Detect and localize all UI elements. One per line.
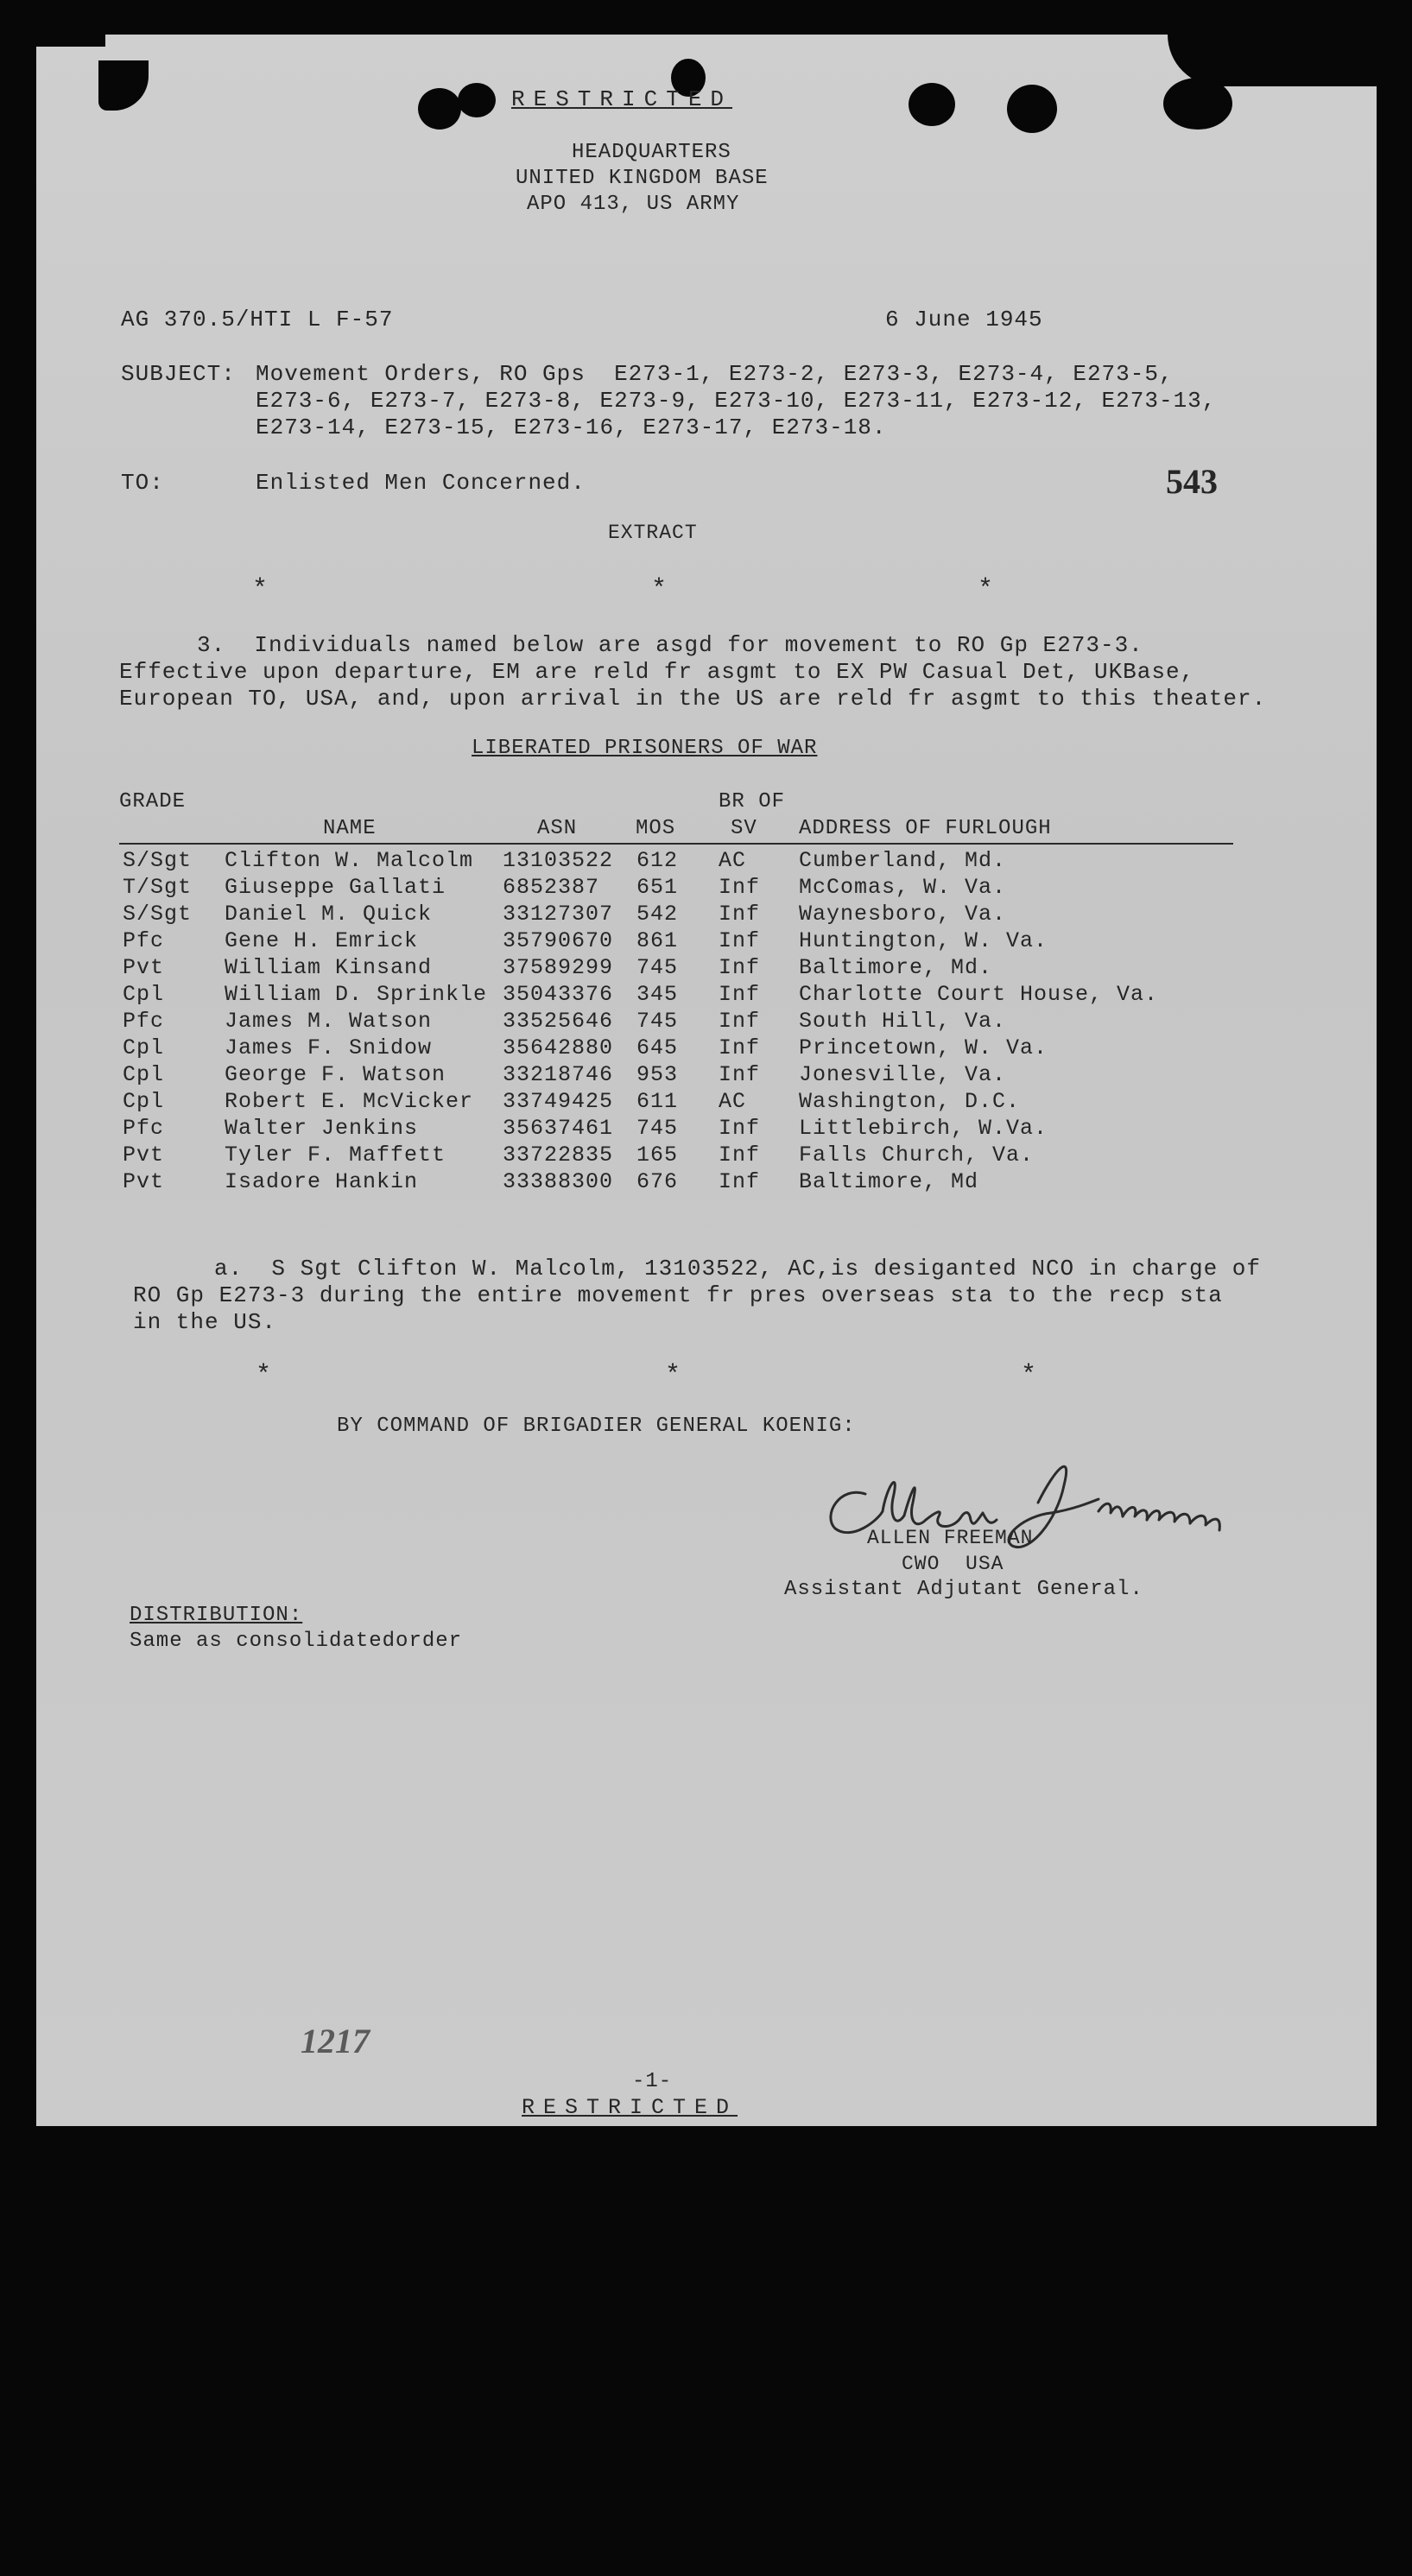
cell-grade: Pvt xyxy=(123,1169,165,1194)
cell-branch: AC xyxy=(719,1089,747,1114)
cell-branch: Inf xyxy=(719,1142,761,1168)
punch-hole xyxy=(909,83,955,126)
subject-line: E273-14, E273-15, E273-16, E273-17, E273-18. xyxy=(256,415,887,440)
cell-mos: 345 xyxy=(636,982,679,1007)
cell-branch: Inf xyxy=(719,875,761,900)
separator-star: * xyxy=(256,1361,272,1390)
subject-line: Movement Orders, RO Gps E273-1, E273-2, E273-3, E273-4, E273-5, xyxy=(256,361,1174,387)
extract-label: EXTRACT xyxy=(608,522,698,544)
distribution-label: DISTRIBUTION: xyxy=(130,1604,303,1627)
header-asn: ASN xyxy=(537,817,578,840)
cell-address: Princetown, W. Va. xyxy=(799,1035,1048,1060)
cell-branch: Inf xyxy=(719,1169,761,1194)
cell-name: George F. Watson xyxy=(225,1062,446,1087)
document-date: 6 June 1945 xyxy=(885,307,1043,332)
cell-branch: Inf xyxy=(719,1062,761,1087)
cell-asn: 6852387 xyxy=(503,875,600,900)
roster-row xyxy=(36,1089,1377,1116)
cell-asn: 33525646 xyxy=(503,1009,614,1034)
cell-mos: 542 xyxy=(636,902,679,927)
cell-mos: 953 xyxy=(636,1062,679,1087)
cell-address: Washington, D.C. xyxy=(799,1089,1021,1114)
cell-asn: 35043376 xyxy=(503,982,614,1007)
cell-asn: 33722835 xyxy=(503,1142,614,1168)
cell-mos: 676 xyxy=(636,1169,679,1194)
classification-header: RESTRICTED xyxy=(511,86,733,112)
roster-row xyxy=(36,848,1377,875)
document-page xyxy=(36,35,1377,2126)
to-value: Enlisted Men Concerned. xyxy=(256,470,586,496)
subparagraph-a-line: a. S Sgt Clifton W. Malcolm, 13103522, AC,is desiganted NCO in charge of xyxy=(214,1256,1261,1282)
separator-star: * xyxy=(978,575,994,604)
torn-hole-top-right xyxy=(1163,78,1232,130)
cell-asn: 35790670 xyxy=(503,928,614,953)
subject-label: SUBJECT: xyxy=(121,361,236,387)
cell-name: William Kinsand xyxy=(225,955,433,980)
cell-branch: Inf xyxy=(719,1116,761,1141)
cell-address: Waynesboro, Va. xyxy=(799,902,1007,927)
cell-name: Clifton W. Malcolm xyxy=(225,848,474,873)
cell-asn: 33749425 xyxy=(503,1089,614,1114)
header-br-top: BR OF xyxy=(719,790,786,813)
cell-name: Daniel M. Quick xyxy=(225,902,433,927)
cell-grade: Pfc xyxy=(123,928,165,953)
stamped-number: 1217 xyxy=(301,2022,370,2060)
cell-asn: 37589299 xyxy=(503,955,614,980)
cell-address: Falls Church, Va. xyxy=(799,1142,1035,1168)
signer-name: ALLEN FREEMAN xyxy=(867,1527,1034,1549)
roster-row xyxy=(36,902,1377,928)
separator-star: * xyxy=(252,575,269,604)
cell-name: William D. Sprinkle xyxy=(225,982,488,1007)
subparagraph-a-line: in the US. xyxy=(133,1309,277,1335)
roster-row xyxy=(36,1142,1377,1169)
classification-footer: RESTRICTED xyxy=(522,2095,738,2120)
cell-grade: Cpl xyxy=(123,1089,165,1114)
cell-branch: AC xyxy=(719,848,747,873)
subparagraph-a-line: RO Gp E273-3 during the entire movement fr pres overseas sta to the recp sta xyxy=(133,1282,1223,1308)
paragraph-3-line: European TO, USA, and, upon arrival in the US are reld fr asgmt to this theater. xyxy=(119,686,1267,712)
cell-grade: Cpl xyxy=(123,1035,165,1060)
punch-hole xyxy=(418,88,461,130)
cell-mos: 861 xyxy=(636,928,679,953)
header-mos: MOS xyxy=(636,817,676,840)
roster-row xyxy=(36,1035,1377,1062)
punch-hole xyxy=(458,83,496,117)
cell-asn: 33127307 xyxy=(503,902,614,927)
separator-star: * xyxy=(1021,1361,1037,1390)
cell-name: Tyler F. Maffett xyxy=(225,1142,446,1168)
cell-grade: Pvt xyxy=(123,1142,165,1168)
cell-grade: T/Sgt xyxy=(123,875,193,900)
distribution-value: Same as consolidatedorder xyxy=(130,1630,463,1653)
cell-mos: 165 xyxy=(636,1142,679,1168)
cell-name: Giuseppe Gallati xyxy=(225,875,446,900)
separator-star: * xyxy=(665,1361,681,1390)
cell-mos: 745 xyxy=(636,955,679,980)
cell-branch: Inf xyxy=(719,982,761,1007)
cell-address: South Hill, Va. xyxy=(799,1009,1007,1034)
cell-name: James M. Watson xyxy=(225,1009,433,1034)
cell-name: Robert E. McVicker xyxy=(225,1089,474,1114)
signer-title: Assistant Adjutant General. xyxy=(784,1578,1143,1601)
cell-mos: 651 xyxy=(636,875,679,900)
cell-branch: Inf xyxy=(719,1009,761,1034)
cell-grade: Pvt xyxy=(123,955,165,980)
apo-line: APO 413, US ARMY xyxy=(527,193,740,216)
cell-mos: 645 xyxy=(636,1035,679,1060)
headquarters-line: HEADQUARTERS xyxy=(572,141,731,164)
torn-corner-top-left xyxy=(36,35,105,47)
roster-row xyxy=(36,875,1377,902)
roster-title: LIBERATED PRISONERS OF WAR xyxy=(472,737,818,760)
cell-asn: 35642880 xyxy=(503,1035,614,1060)
cell-address: Baltimore, Md. xyxy=(799,955,993,980)
cell-branch: Inf xyxy=(719,955,761,980)
cell-branch: Inf xyxy=(719,902,761,927)
roster-row xyxy=(36,928,1377,955)
cell-address: Jonesville, Va. xyxy=(799,1062,1007,1087)
cell-grade: Cpl xyxy=(123,1062,165,1087)
header-br-bottom: SV xyxy=(731,817,757,840)
roster-row xyxy=(36,1009,1377,1035)
torn-edge-top-left xyxy=(98,60,149,111)
cell-asn: 13103522 xyxy=(503,848,614,873)
to-label: TO: xyxy=(121,470,164,496)
roster-row xyxy=(36,1169,1377,1196)
cell-grade: Pfc xyxy=(123,1116,165,1141)
cell-branch: Inf xyxy=(719,1035,761,1060)
cell-address: McComas, W. Va. xyxy=(799,875,1007,900)
cell-address: Charlotte Court House, Va. xyxy=(799,982,1159,1007)
paragraph-3-line: Effective upon departure, EM are reld fr asgmt to EX PW Casual Det, UKBase, xyxy=(119,659,1195,685)
cell-grade: S/Sgt xyxy=(123,902,193,927)
file-reference: AG 370.5/HTI L F-57 xyxy=(121,307,394,332)
command-name-line: UNITED KINGDOM BASE xyxy=(516,167,769,190)
cell-address: Cumberland, Md. xyxy=(799,848,1007,873)
separator-star: * xyxy=(651,575,668,604)
roster-row xyxy=(36,982,1377,1009)
roster-header-rule xyxy=(119,843,1233,845)
cell-name: Gene H. Emrick xyxy=(225,928,419,953)
page-number: -1- xyxy=(632,2070,673,2093)
command-line: BY COMMAND OF BRIGADIER GENERAL KOENIG: xyxy=(337,1415,856,1438)
page-stamp-number: 543 xyxy=(1166,462,1218,501)
cell-grade: Pfc xyxy=(123,1009,165,1034)
cell-mos: 745 xyxy=(636,1009,679,1034)
cell-mos: 611 xyxy=(636,1089,679,1114)
cell-name: Walter Jenkins xyxy=(225,1116,419,1141)
cell-mos: 612 xyxy=(636,848,679,873)
cell-asn: 33388300 xyxy=(503,1169,614,1194)
cell-mos: 745 xyxy=(636,1116,679,1141)
subject-line: E273-6, E273-7, E273-8, E273-9, E273-10, E273-11, E273-12, E273-13, xyxy=(256,388,1217,414)
header-grade: GRADE xyxy=(119,790,187,813)
cell-name: James F. Snidow xyxy=(225,1035,433,1060)
header-name: NAME xyxy=(323,817,377,840)
cell-address: Littlebirch, W.Va. xyxy=(799,1116,1048,1141)
cell-address: Baltimore, Md xyxy=(799,1169,979,1194)
cell-asn: 33218746 xyxy=(503,1062,614,1087)
roster-row xyxy=(36,1062,1377,1089)
cell-address: Huntington, W. Va. xyxy=(799,928,1048,953)
cell-grade: S/Sgt xyxy=(123,848,193,873)
cell-name: Isadore Hankin xyxy=(225,1169,419,1194)
roster-row xyxy=(36,955,1377,982)
punch-hole xyxy=(1007,85,1057,133)
cell-grade: Cpl xyxy=(123,982,165,1007)
signer-rank: CWO USA xyxy=(902,1553,1004,1575)
paragraph-3-line: 3. Individuals named below are asgd for movement to RO Gp E273-3. xyxy=(197,632,1143,658)
cell-asn: 35637461 xyxy=(503,1116,614,1141)
roster-row xyxy=(36,1116,1377,1142)
cell-branch: Inf xyxy=(719,928,761,953)
header-address: ADDRESS OF FURLOUGH xyxy=(799,817,1052,840)
